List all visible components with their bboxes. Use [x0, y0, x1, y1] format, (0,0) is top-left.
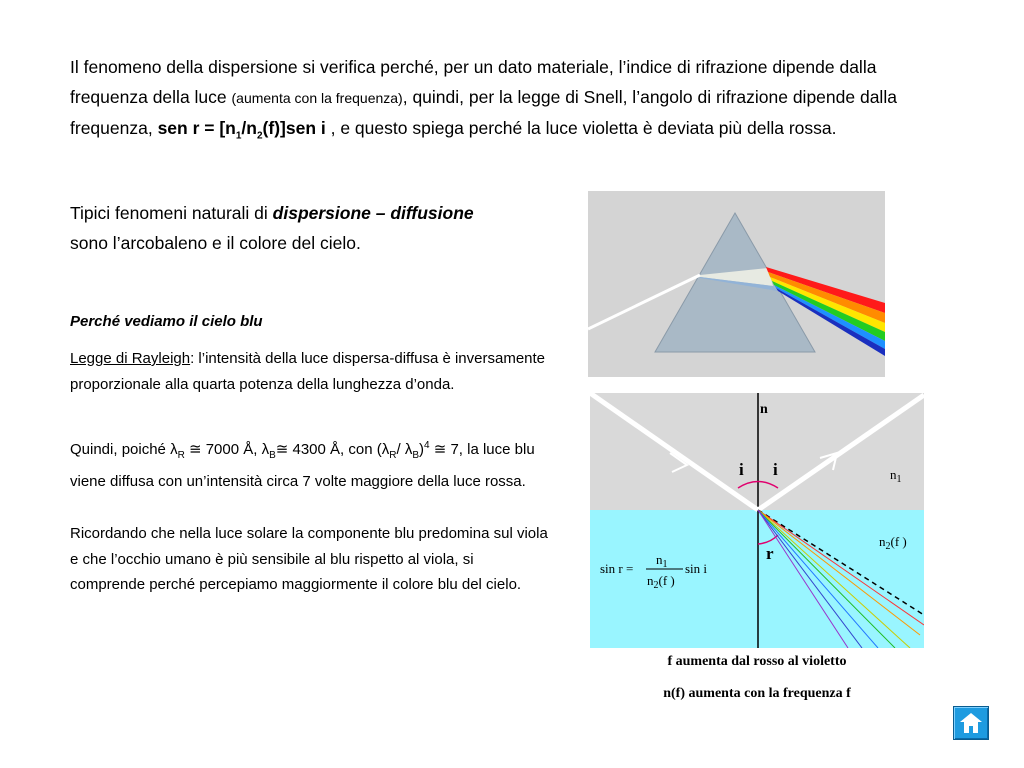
formula-denominator: $n_2(f$ ): [647, 573, 675, 591]
quindi-paragraph: Quindi, poiché $\lambda_R$ ≅ 7000 Å, $\lambda_B≅$ 4300 Å, con ($\lambda_R/$ $\lambda_B)^4$ ≅ 7, la luce blu viene diffusa con un’intensità circa 7 volte maggiore della luce rossa.: [70, 440, 535, 490]
caption-frequency: f aumenta dal rosso al violetto: [667, 654, 847, 669]
n2-label: $n_2(f$ ): [879, 534, 907, 552]
rayleigh-label: Legge di Rayleigh: [70, 350, 191, 367]
dispersion-highlight: dispersione – diffusione: [272, 203, 474, 223]
intro-text-3: , e questo spiega perché la luce violetta è deviata più della rossa.: [325, 118, 837, 138]
formula-rhs: sin i: [685, 561, 708, 576]
ricordando-paragraph: Ricordando che nella luce solare la componente blu predomina sul viola e che l’occhio umano è più sensibile al blu rispetto al viola, si comprende perché percepiamo maggiormente il colore blu del cielo.: [70, 525, 548, 593]
home-button[interactable]: [953, 706, 989, 740]
caption-index: n(f) aumenta con la frequenza f: [663, 686, 851, 701]
snell-diagram: [590, 393, 924, 648]
intro-text-2: , quindi, per la legge di Snell, l’angolo di rifrazione dipende dalla frequenza,: [70, 87, 897, 138]
natural-phenomena: Tipici fenomeni naturali di dispersione – diffusione sono l’arcobaleno e il colore del cielo.: [70, 203, 474, 253]
intro-text-1: Il fenomeno della dispersione si verifica perché, per un dato materiale, l’indice di rifrazione dipende dalla frequenza della luce: [70, 57, 877, 107]
prism-image: [588, 191, 885, 377]
incidence-angle-right: i: [773, 460, 778, 479]
snell-formula: sen $r = [n_1/n_2(f)]sen$ i: [157, 118, 326, 142]
n1-label: $n_1$: [890, 467, 902, 485]
incidence-angle-left: i: [739, 460, 744, 479]
refraction-angle-label: r: [766, 544, 774, 563]
formula-numerator: $n_1$: [656, 552, 668, 570]
normal-label: n: [760, 402, 768, 417]
section-title: Perché vediamo il cielo blu: [70, 313, 263, 330]
intro-paragraph: [70, 52, 950, 152]
formula-lhs: sin r =: [600, 561, 634, 576]
home-icon: [954, 707, 988, 739]
intro-aside: (aumenta con la frequenza): [231, 90, 403, 106]
rayleigh-paragraph: Legge di Rayleigh: l’intensità della luce dispersa-diffusa è inversamente proporzionale alla quarta potenza della lunghezza d’onda.: [70, 350, 546, 393]
